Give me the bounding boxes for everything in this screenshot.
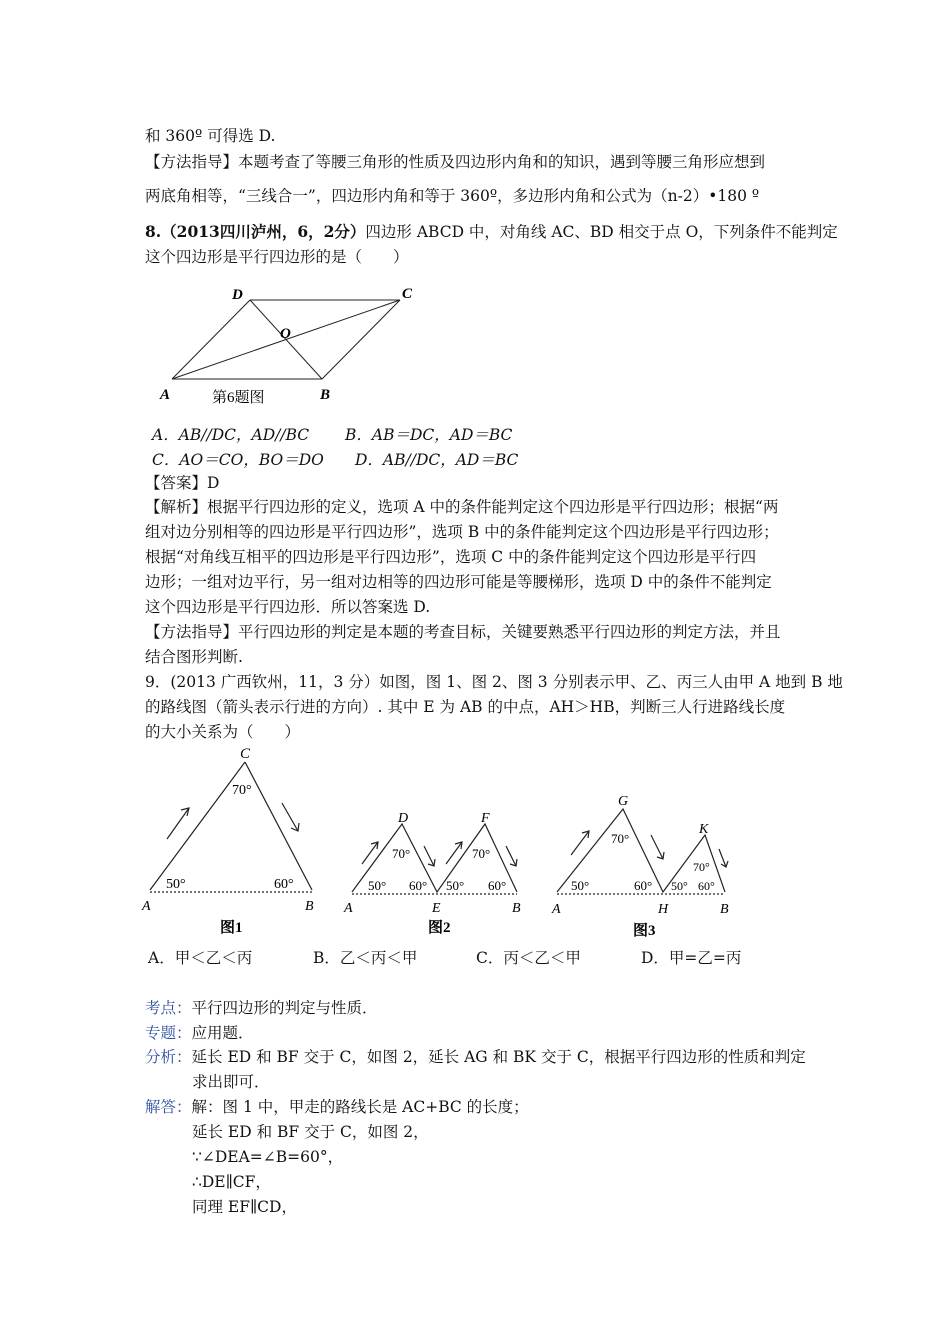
analysis-line: 根据“对角线互相平的四边形是平行四边形”，选项 C 中的条件能判定这个四边形是平行四 [145, 548, 757, 566]
arrow-up-icon [571, 831, 589, 855]
analysis-line: 【解析】根据平行四边形的定义，选项 A 中的条件能判定这个四边形是平行四边形；根据“两 [145, 498, 779, 516]
angle-label: 70° [693, 860, 710, 874]
option-c: C．AO＝CO，BO＝DO [152, 451, 324, 469]
vertex-label: A [552, 902, 561, 917]
figure-caption: 图1 [220, 920, 243, 936]
arrow-down-icon [424, 846, 434, 866]
angle-label: 70° [472, 846, 491, 861]
vertex-label: B [305, 899, 314, 914]
fenxi-label: 分析： [145, 1048, 192, 1066]
vertex-label: O [280, 326, 291, 342]
angle-label: 60° [274, 877, 294, 892]
figure-2 [340, 802, 535, 942]
figure-caption: 图2 [428, 920, 451, 936]
angle-label: 70° [611, 831, 630, 846]
question-text: 的大小关系为（ ） [145, 723, 301, 741]
vertex-label: D [398, 811, 409, 826]
parallelogram-figure [150, 282, 430, 407]
option-b: B．乙＜丙＜甲 [313, 949, 418, 967]
analysis-line: 边形；一组对边平行，另一组对边相等的四边形可能是等腰梯形，选项 D 中的条件不能判定 [145, 573, 772, 591]
angle-label: 60° [698, 879, 715, 893]
kaodian-label: 考点： [145, 999, 192, 1017]
option-a: A．甲＜乙＜丙 [148, 949, 253, 967]
answer: 【答案】D [145, 474, 220, 492]
vertex-label: B [512, 901, 521, 916]
vertex-label: K [699, 822, 709, 837]
figure-3 [545, 787, 740, 947]
question-8-stem [145, 222, 838, 242]
text-line: 两底角相等，“三线合一”，四边形内角和等于 360º，多边形内角和公式为（n-2）•180 º [145, 187, 760, 205]
arrow-head-icon [291, 823, 299, 831]
vertex-label: D [232, 287, 243, 303]
method-guide: 【方法指导】本题考查了等腰三角形的性质及四边形内角和的知识，遇到等腰三角形应想到 [145, 153, 766, 171]
figure-caption: 图3 [633, 923, 656, 939]
kaodian-row [145, 998, 378, 1018]
question-source: 8.（2013四川泸州，6，2分） [145, 222, 366, 241]
angle-label: 60° [634, 878, 653, 893]
angle-label: 50° [446, 878, 465, 893]
side-cb [322, 300, 400, 379]
jieda-row [145, 1097, 529, 1117]
figure-caption: 第6题图 [212, 390, 265, 406]
vertex-label: A [344, 901, 353, 916]
angle-label: 70° [232, 783, 252, 798]
question-text: 四边形 ABCD 中，对角线 AC、BD 相交于点 O，下列条件不能判定 [365, 223, 838, 241]
arrow-down-icon [506, 846, 516, 866]
path-cb [245, 762, 312, 890]
method-guide: 【方法指导】平行四边形的判定是本题的考查目标，关键要熟悉平行四边形的判定方法，并且 [145, 623, 781, 641]
zhuanti-row [145, 1023, 254, 1043]
option-d: D．甲=乙=丙 [641, 949, 742, 967]
analysis-line: 这个四边形是平行四边形．所以答案选 D. [145, 598, 431, 616]
vertex-label: G [618, 794, 629, 809]
vertex-label: B [320, 387, 331, 403]
jieda-text: 延长 ED 和 BF 交于 C，如图 2， [192, 1123, 429, 1141]
path-ac [150, 762, 245, 890]
angle-label: 50° [368, 878, 387, 893]
option-d: D．AB//DC，AD＝BC [355, 451, 519, 469]
vertex-label: E [432, 901, 441, 916]
vertex-label: F [481, 811, 490, 826]
vertex-label: B [720, 902, 729, 917]
jieda-text: 解：图 1 中，甲走的路线长是 AC+BC 的长度； [191, 1098, 529, 1116]
side-ad [172, 300, 250, 379]
angle-label: 50° [671, 879, 688, 893]
vertex-label: C [402, 286, 413, 302]
jieda-text: ∴DE∥CF， [192, 1173, 271, 1191]
kaodian-text: 平行四边形的判定与性质． [191, 999, 378, 1017]
vertex-label: C [240, 746, 251, 762]
zhuanti-text: 应用题． [191, 1024, 254, 1042]
fenxi-text: 延长 ED 和 BF 交于 C，如图 2，延长 AG 和 BK 交于 C，根据平行四边形的性质和判定 [191, 1048, 806, 1066]
vertex-label: A [160, 387, 171, 403]
jieda-text: 同理 EF∥CD， [192, 1198, 297, 1216]
jieda-text: ∵∠DEA=∠B=60°， [192, 1148, 344, 1166]
arrow-down-icon [651, 835, 663, 859]
option-a: A．AB//DC，AD//BC [152, 426, 310, 444]
question-text: 的路线图（箭头表示行进的方向）. 其中 E 为 AB 的中点，AH＞HB，判断三人行进路线长度 [145, 698, 786, 716]
fenxi-text: 求出即可． [192, 1073, 270, 1091]
angle-label: 50° [166, 877, 186, 892]
arrow-up-icon [167, 808, 189, 839]
question-9-stem: 9．(2013 广西钦州，11，3 分）如图，图 1、图 2、图 3 分别表示甲、乙、丙三人由甲 A 地到 B 地 [145, 673, 843, 691]
analysis-line: 组对边分别相等的四边形是平行四边形”，选项 B 中的条件能判定这个四边形是平行四边形； [145, 523, 779, 541]
angle-label: 50° [571, 878, 590, 893]
method-guide: 结合图形判断. [145, 648, 243, 666]
option-b: B．AB＝DC，AD＝BC [345, 426, 513, 444]
fenxi-row [145, 1047, 806, 1067]
question-text: 这个四边形是平行四边形的是（ ） [145, 248, 409, 266]
angle-label: 70° [392, 846, 411, 861]
angle-label: 60° [488, 878, 507, 893]
jieda-label: 解答： [145, 1098, 192, 1116]
angle-label: 60° [409, 878, 428, 893]
zhuanti-label: 专题： [145, 1024, 192, 1042]
vertex-label: H [658, 902, 669, 917]
text-line: 和 360º 可得选 D. [145, 127, 276, 145]
option-c: C．丙＜乙＜甲 [476, 949, 581, 967]
figure-1 [140, 742, 330, 942]
arrow-down-icon [282, 803, 298, 831]
vertex-label: A [142, 899, 151, 914]
